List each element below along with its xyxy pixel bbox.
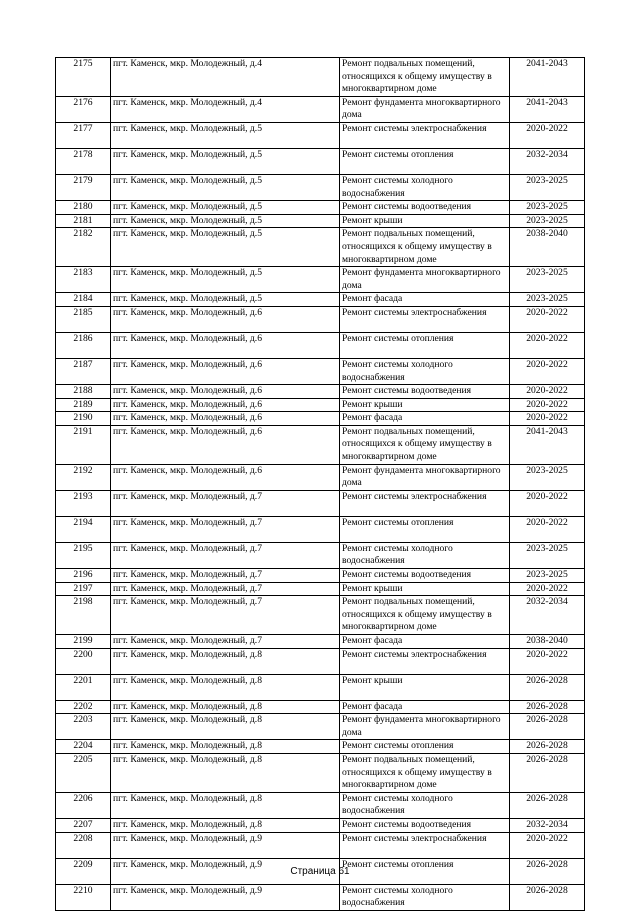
row-number-cell: 2203 — [56, 714, 111, 740]
row-number-cell: 2210 — [56, 884, 111, 910]
address-cell: пгт. Каменск, мкр. Молодежный, д.9 — [111, 884, 340, 910]
address-cell: пгт. Каменск, мкр. Молодежный, д.7 — [111, 516, 340, 542]
page-number: Страница 61 — [290, 866, 350, 877]
table-row — [56, 58, 585, 97]
years-cell: 2032-2034 — [510, 148, 585, 174]
row-number-cell: 2185 — [56, 306, 111, 332]
table-row — [56, 674, 585, 700]
work-type-cell: Ремонт системы водоотведения — [340, 569, 510, 583]
table-row — [56, 516, 585, 542]
years-cell: 2041-2043 — [510, 58, 585, 97]
row-number-cell: 2183 — [56, 267, 111, 293]
work-type-cell: Ремонт крыши — [340, 214, 510, 228]
work-type-cell: Ремонт системы холодного водоснабжения — [340, 542, 510, 568]
address-cell: пгт. Каменск, мкр. Молодежный, д.6 — [111, 464, 340, 490]
years-cell: 2020-2022 — [510, 398, 585, 412]
years-cell: 2020-2022 — [510, 358, 585, 384]
table-row — [56, 740, 585, 754]
table-row — [56, 832, 585, 858]
address-cell: пгт. Каменск, мкр. Молодежный, д.6 — [111, 385, 340, 399]
row-number-cell: 2179 — [56, 174, 111, 200]
work-type-cell: Ремонт системы водоотведения — [340, 201, 510, 215]
row-number-cell: 2191 — [56, 425, 111, 464]
address-cell: пгт. Каменск, мкр. Молодежный, д.5 — [111, 201, 340, 215]
years-cell: 2041-2043 — [510, 425, 585, 464]
table-row — [56, 412, 585, 426]
row-number-cell: 2208 — [56, 832, 111, 858]
row-number-cell: 2200 — [56, 648, 111, 674]
row-number-cell: 2205 — [56, 753, 111, 792]
table-row — [56, 201, 585, 215]
work-type-cell: Ремонт системы холодного водоснабжения — [340, 358, 510, 384]
work-type-cell: Ремонт фасада — [340, 293, 510, 307]
table-row — [56, 293, 585, 307]
table-row — [56, 582, 585, 596]
row-number-cell: 2188 — [56, 385, 111, 399]
row-number-cell: 2196 — [56, 569, 111, 583]
table-row — [56, 398, 585, 412]
years-cell: 2026-2028 — [510, 753, 585, 792]
years-cell: 2023-2025 — [510, 542, 585, 568]
work-type-cell: Ремонт системы электроснабжения — [340, 490, 510, 516]
address-cell: пгт. Каменск, мкр. Молодежный, д.5 — [111, 293, 340, 307]
table-row — [56, 596, 585, 635]
address-cell: пгт. Каменск, мкр. Молодежный, д.7 — [111, 569, 340, 583]
years-cell: 2020-2022 — [510, 490, 585, 516]
address-cell: пгт. Каменск, мкр. Молодежный, д.8 — [111, 740, 340, 754]
work-type-cell: Ремонт системы водоотведения — [340, 818, 510, 832]
work-type-cell: Ремонт системы отопления — [340, 148, 510, 174]
table-row — [56, 385, 585, 399]
address-cell: пгт. Каменск, мкр. Молодежный, д.7 — [111, 596, 340, 635]
years-cell: 2023-2025 — [510, 174, 585, 200]
years-cell: 2026-2028 — [510, 700, 585, 714]
table-row — [56, 700, 585, 714]
address-cell: пгт. Каменск, мкр. Молодежный, д.4 — [111, 58, 340, 97]
address-cell: пгт. Каменск, мкр. Молодежный, д.9 — [111, 858, 340, 884]
work-type-cell: Ремонт фасада — [340, 412, 510, 426]
years-cell: 2041-2043 — [510, 96, 585, 122]
row-number-cell: 2204 — [56, 740, 111, 754]
address-cell: пгт. Каменск, мкр. Молодежный, д.5 — [111, 228, 340, 267]
table-row — [56, 464, 585, 490]
table-row — [56, 122, 585, 148]
work-type-cell: Ремонт фундамента многоквартирного дома — [340, 714, 510, 740]
address-cell: пгт. Каменск, мкр. Молодежный, д.6 — [111, 425, 340, 464]
address-cell: пгт. Каменск, мкр. Молодежный, д.5 — [111, 148, 340, 174]
years-cell: 2026-2028 — [510, 714, 585, 740]
address-cell: пгт. Каменск, мкр. Молодежный, д.4 — [111, 96, 340, 122]
table-row — [56, 425, 585, 464]
table-row — [56, 884, 585, 910]
row-number-cell: 2182 — [56, 228, 111, 267]
table-row — [56, 648, 585, 674]
years-cell: 2020-2022 — [510, 582, 585, 596]
address-cell: пгт. Каменск, мкр. Молодежный, д.5 — [111, 174, 340, 200]
address-cell: пгт. Каменск, мкр. Молодежный, д.6 — [111, 412, 340, 426]
work-type-cell: Ремонт системы электроснабжения — [340, 122, 510, 148]
address-cell: пгт. Каменск, мкр. Молодежный, д.8 — [111, 753, 340, 792]
work-type-cell: Ремонт системы холодного водоснабжения — [340, 884, 510, 910]
work-type-cell: Ремонт крыши — [340, 582, 510, 596]
row-number-cell: 2181 — [56, 214, 111, 228]
row-number-cell: 2186 — [56, 332, 111, 358]
work-type-cell: Ремонт подвальных помещений, относящихся к общему имуществу в многоквартирном доме — [340, 753, 510, 792]
work-type-cell: Ремонт подвальных помещений, относящихся к общему имуществу в многоквартирном доме — [340, 58, 510, 97]
years-cell: 2026-2028 — [510, 884, 585, 910]
address-cell: пгт. Каменск, мкр. Молодежный, д.5 — [111, 267, 340, 293]
table-row — [56, 267, 585, 293]
work-type-cell: Ремонт подвальных помещений, относящихся к общему имуществу в многоквартирном доме — [340, 596, 510, 635]
work-type-cell: Ремонт фундамента многоквартирного дома — [340, 96, 510, 122]
years-cell: 2020-2022 — [510, 516, 585, 542]
address-cell: пгт. Каменск, мкр. Молодежный, д.8 — [111, 700, 340, 714]
address-cell: пгт. Каменск, мкр. Молодежный, д.5 — [111, 122, 340, 148]
table-row — [56, 332, 585, 358]
years-cell: 2023-2025 — [510, 569, 585, 583]
table-body — [56, 58, 585, 911]
years-cell: 2020-2022 — [510, 832, 585, 858]
work-type-cell: Ремонт крыши — [340, 398, 510, 412]
table-row — [56, 753, 585, 792]
row-number-cell: 2180 — [56, 201, 111, 215]
row-number-cell: 2194 — [56, 516, 111, 542]
work-type-cell: Ремонт фундамента многоквартирного дома — [340, 464, 510, 490]
work-type-cell: Ремонт системы холодного водоснабжения — [340, 174, 510, 200]
address-cell: пгт. Каменск, мкр. Молодежный, д.7 — [111, 635, 340, 649]
row-number-cell: 2184 — [56, 293, 111, 307]
years-cell: 2038-2040 — [510, 635, 585, 649]
address-cell: пгт. Каменск, мкр. Молодежный, д.6 — [111, 306, 340, 332]
years-cell: 2020-2022 — [510, 412, 585, 426]
row-number-cell: 2189 — [56, 398, 111, 412]
table-row — [56, 96, 585, 122]
work-type-cell: Ремонт системы холодного водоснабжения — [340, 792, 510, 818]
address-cell: пгт. Каменск, мкр. Молодежный, д.6 — [111, 398, 340, 412]
years-cell: 2026-2028 — [510, 858, 585, 884]
table-row — [56, 174, 585, 200]
table-row — [56, 358, 585, 384]
address-cell: пгт. Каменск, мкр. Молодежный, д.7 — [111, 542, 340, 568]
years-cell: 2020-2022 — [510, 385, 585, 399]
table-row — [56, 635, 585, 649]
work-type-cell: Ремонт системы отопления — [340, 516, 510, 542]
years-cell: 2032-2034 — [510, 818, 585, 832]
years-cell: 2020-2022 — [510, 648, 585, 674]
address-cell: пгт. Каменск, мкр. Молодежный, д.9 — [111, 832, 340, 858]
years-cell: 2020-2022 — [510, 332, 585, 358]
years-cell: 2038-2040 — [510, 228, 585, 267]
work-type-cell: Ремонт крыши — [340, 674, 510, 700]
address-cell: пгт. Каменск, мкр. Молодежный, д.8 — [111, 792, 340, 818]
row-number-cell: 2193 — [56, 490, 111, 516]
table-row — [56, 792, 585, 818]
years-cell: 2023-2025 — [510, 293, 585, 307]
table-row — [56, 228, 585, 267]
years-cell: 2023-2025 — [510, 464, 585, 490]
table-row — [56, 490, 585, 516]
row-number-cell: 2199 — [56, 635, 111, 649]
years-cell: 2023-2025 — [510, 267, 585, 293]
years-cell: 2026-2028 — [510, 792, 585, 818]
address-cell: пгт. Каменск, мкр. Молодежный, д.6 — [111, 332, 340, 358]
work-type-cell: Ремонт системы отопления — [340, 740, 510, 754]
address-cell: пгт. Каменск, мкр. Молодежный, д.7 — [111, 490, 340, 516]
work-type-cell: Ремонт системы отопления — [340, 858, 510, 884]
years-cell: 2020-2022 — [510, 306, 585, 332]
work-type-cell: Ремонт системы электроснабжения — [340, 832, 510, 858]
address-cell: пгт. Каменск, мкр. Молодежный, д.7 — [111, 582, 340, 596]
row-number-cell: 2197 — [56, 582, 111, 596]
table-row — [56, 148, 585, 174]
table-row — [56, 569, 585, 583]
address-cell: пгт. Каменск, мкр. Молодежный, д.5 — [111, 214, 340, 228]
work-type-cell: Ремонт фасада — [340, 635, 510, 649]
row-number-cell: 2190 — [56, 412, 111, 426]
address-cell: пгт. Каменск, мкр. Молодежный, д.6 — [111, 358, 340, 384]
row-number-cell: 2206 — [56, 792, 111, 818]
work-type-cell: Ремонт системы электроснабжения — [340, 648, 510, 674]
row-number-cell: 2192 — [56, 464, 111, 490]
row-number-cell: 2178 — [56, 148, 111, 174]
work-type-cell: Ремонт фасада — [340, 700, 510, 714]
work-type-cell: Ремонт системы электроснабжения — [340, 306, 510, 332]
row-number-cell: 2207 — [56, 818, 111, 832]
table-row — [56, 714, 585, 740]
table-row — [56, 306, 585, 332]
row-number-cell: 2201 — [56, 674, 111, 700]
work-type-cell: Ремонт фундамента многоквартирного дома — [340, 267, 510, 293]
years-cell: 2023-2025 — [510, 201, 585, 215]
repair-schedule-table — [55, 57, 585, 911]
years-cell: 2032-2034 — [510, 596, 585, 635]
address-cell: пгт. Каменск, мкр. Молодежный, д.8 — [111, 818, 340, 832]
work-type-cell: Ремонт системы отопления — [340, 332, 510, 358]
years-cell: 2020-2022 — [510, 122, 585, 148]
years-cell: 2026-2028 — [510, 740, 585, 754]
work-type-cell: Ремонт системы водоотведения — [340, 385, 510, 399]
years-cell: 2026-2028 — [510, 674, 585, 700]
row-number-cell: 2202 — [56, 700, 111, 714]
work-type-cell: Ремонт подвальных помещений, относящихся к общему имуществу в многоквартирном доме — [340, 425, 510, 464]
table-row — [56, 542, 585, 568]
row-number-cell: 2175 — [56, 58, 111, 97]
address-cell: пгт. Каменск, мкр. Молодежный, д.8 — [111, 648, 340, 674]
work-type-cell: Ремонт подвальных помещений, относящихся к общему имуществу в многоквартирном доме — [340, 228, 510, 267]
address-cell: пгт. Каменск, мкр. Молодежный, д.8 — [111, 674, 340, 700]
years-cell: 2023-2025 — [510, 214, 585, 228]
row-number-cell: 2177 — [56, 122, 111, 148]
row-number-cell: 2209 — [56, 858, 111, 884]
address-cell: пгт. Каменск, мкр. Молодежный, д.8 — [111, 714, 340, 740]
row-number-cell: 2176 — [56, 96, 111, 122]
table-row — [56, 214, 585, 228]
row-number-cell: 2195 — [56, 542, 111, 568]
table-row — [56, 818, 585, 832]
row-number-cell: 2187 — [56, 358, 111, 384]
row-number-cell: 2198 — [56, 596, 111, 635]
